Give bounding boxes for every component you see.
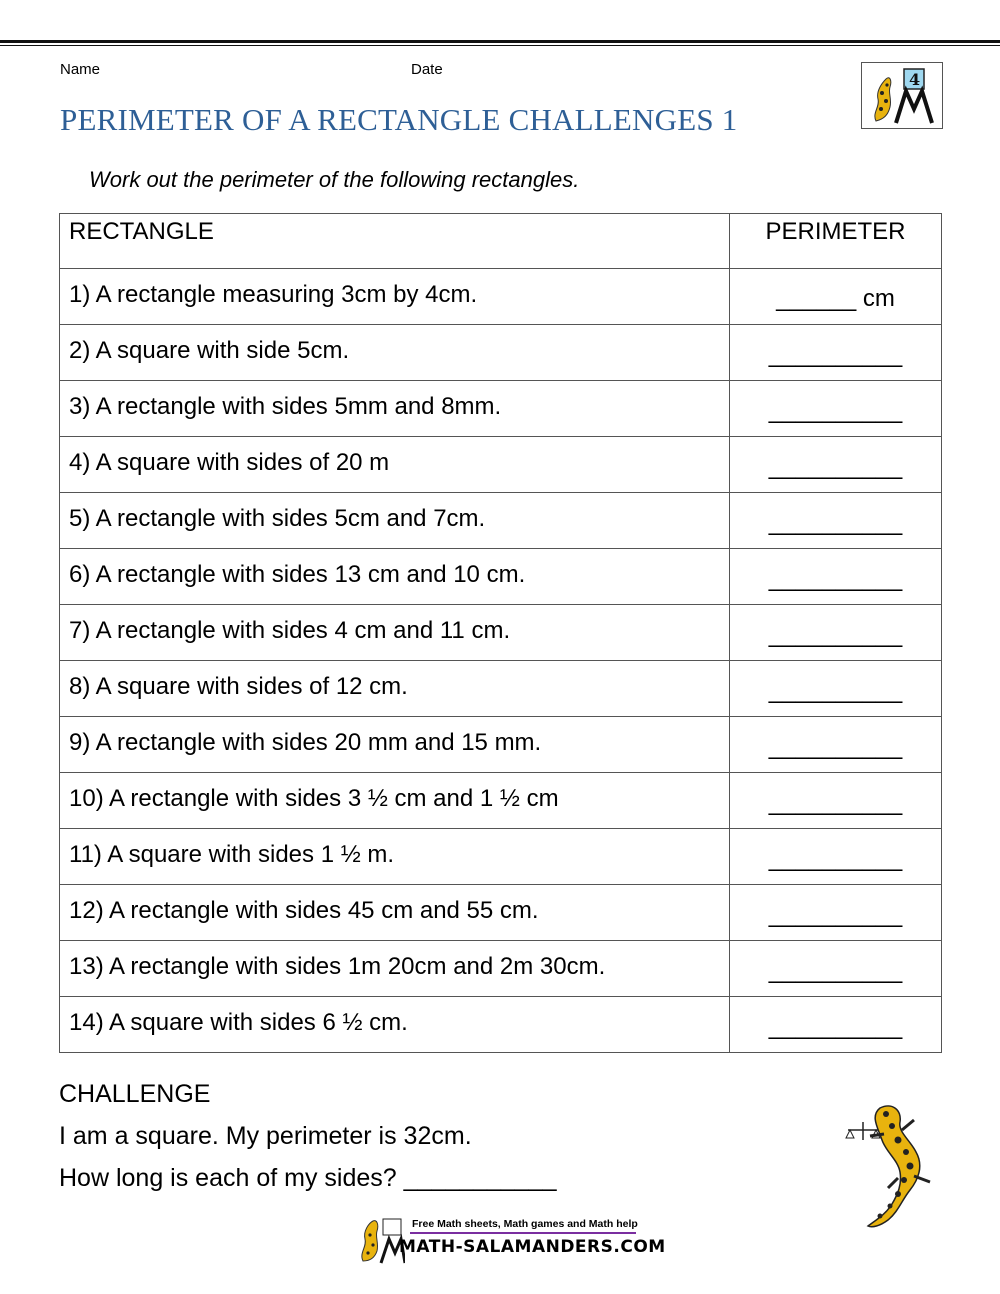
- answer-blank: __________: [730, 325, 942, 381]
- table-row: [60, 437, 942, 493]
- challenge-line-1: I am a square. My perimeter is 32cm.: [59, 1122, 472, 1150]
- instruction-text: Work out the perimeter of the following rectangles.: [89, 167, 580, 192]
- question-text: 14) A square with sides 6 ½ cm.: [60, 997, 730, 1053]
- answer-blank: __________: [730, 717, 942, 773]
- question-text: 9) A rectangle with sides 20 mm and 15 mm.: [60, 717, 730, 773]
- table-row: [60, 325, 942, 381]
- table-row: [60, 605, 942, 661]
- answer-blank: __________: [730, 605, 942, 661]
- table-row: [60, 941, 942, 997]
- table-row: [60, 661, 942, 717]
- question-text: 13) A rectangle with sides 1m 20cm and 2m 30cm.: [60, 941, 730, 997]
- column-header-perimeter: PERIMETER: [730, 214, 942, 269]
- question-text: 5) A rectangle with sides 5cm and 7cm.: [60, 493, 730, 549]
- table-row: [60, 381, 942, 437]
- answer-blank: __________: [730, 829, 942, 885]
- column-header-rectangle: RECTANGLE: [60, 214, 730, 269]
- question-text: 11) A square with sides 1 ½ m.: [60, 829, 730, 885]
- footer-tagline: Free Math sheets, Math games and Math help: [412, 1218, 638, 1230]
- answer-blank: __________: [730, 493, 942, 549]
- question-text: 1) A rectangle measuring 3cm by 4cm.: [60, 269, 730, 325]
- question-text: 3) A rectangle with sides 5mm and 8mm.: [60, 381, 730, 437]
- footer-logo: [355, 1215, 666, 1265]
- answer-blank: __________: [730, 549, 942, 605]
- table-header-row: [60, 214, 942, 269]
- question-text: 4) A square with sides of 20 m: [60, 437, 730, 493]
- table-row: [60, 269, 942, 325]
- answer-blank: __________: [730, 885, 942, 941]
- challenge-line-2: How long is each of my sides? ___________: [59, 1164, 557, 1192]
- date-label: Date: [411, 61, 443, 78]
- question-text: 10) A rectangle with sides 3 ½ cm and 1 ½ cm: [60, 773, 730, 829]
- page-title: PERIMETER OF A RECTANGLE CHALLENGES 1: [60, 102, 738, 137]
- top-rule: [0, 40, 1000, 43]
- question-text: 12) A rectangle with sides 45 cm and 55 cm.: [60, 885, 730, 941]
- table-row: [60, 997, 942, 1053]
- table-row: [60, 549, 942, 605]
- name-label: Name: [60, 61, 101, 78]
- table-row: [60, 717, 942, 773]
- answer-blank: ______ cm: [730, 269, 942, 325]
- table-row: [60, 773, 942, 829]
- footer-site-name: MATH-SALAMANDERS.COM: [399, 1237, 666, 1257]
- table-row: [60, 829, 942, 885]
- table-row: [60, 885, 942, 941]
- footer-divider: [410, 1232, 636, 1234]
- perimeter-table: [59, 213, 942, 1053]
- footer-salamander-icon: [355, 1215, 405, 1265]
- answer-blank: __________: [730, 997, 942, 1053]
- question-text: 7) A rectangle with sides 4 cm and 11 cm.: [60, 605, 730, 661]
- answer-blank: __________: [730, 661, 942, 717]
- salamander-scales-icon: [840, 1100, 950, 1235]
- grade-number: 4: [909, 70, 921, 89]
- answer-blank: __________: [730, 773, 942, 829]
- question-text: 8) A square with sides of 12 cm.: [60, 661, 730, 717]
- question-text: 6) A rectangle with sides 13 cm and 10 cm.: [60, 549, 730, 605]
- answer-blank: __________: [730, 381, 942, 437]
- answer-blank: __________: [730, 437, 942, 493]
- answer-blank: __________: [730, 941, 942, 997]
- grade-logo: [861, 62, 943, 129]
- challenge-heading: CHALLENGE: [59, 1080, 211, 1108]
- top-rule-thin: [0, 45, 1000, 46]
- table-row: [60, 493, 942, 549]
- question-text: 2) A square with side 5cm.: [60, 325, 730, 381]
- salamander-grade-icon: [862, 63, 942, 128]
